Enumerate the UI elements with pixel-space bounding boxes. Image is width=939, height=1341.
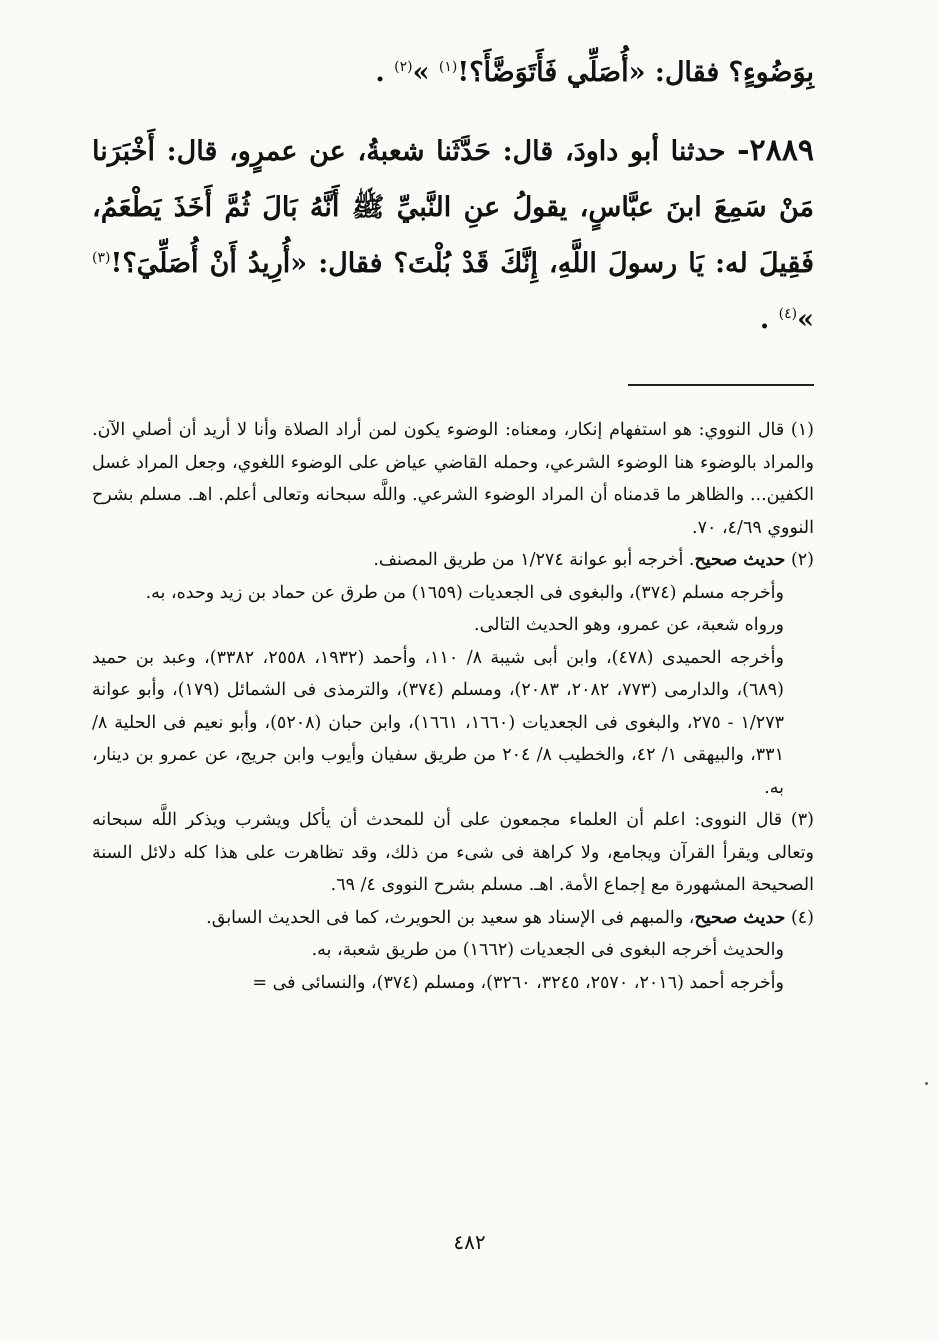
quote-close: » [412,57,430,88]
footnote-ref-4[interactable]: (٤) [778,306,798,322]
footnote-4-para-2: والحديث أخرجه البغوى فى الجعديات (١٦٦٢) من طريق شعبة، به. [311,940,784,960]
line-end: . [375,57,385,88]
footnote-2 [92,544,814,577]
footnote-4-number: (٤) [790,907,814,928]
continuation-text: بِوَضُوءٍ؟ فقال: «أُصَلِّي فَأَتَوَضَّأَ؟! [457,57,814,88]
footnote-3: (٣) قال النووى: اعلم أن العلماء مجمعون على أن للمحدث أن يأكل ويشرب ويذكر اللَّه سبحانه وتعالى ويقرأ القرآن ويجامع، ولا كراهة فى شىء من ذلك، وقد تظاهرت على هذا كله دلائل السنة الصحيحة المشهورة مع إجماع الأمة. اهـ. مسلم بشرح النووى ٤/ ٦٩. [92,810,814,895]
footnote-2-number: (٢) [790,550,814,570]
hadith-number: ٢٨٨٩- [737,133,814,168]
grade-label: حديث صحيح [694,907,786,928]
hadith-paragraph [92,123,814,348]
footnote-4 [92,902,814,935]
main-text [92,45,814,348]
footnote-2-para-4: وأخرجه الحميدى (٤٧٨)، وابن أبى شيبة ٨/ ١١٠، وأحمد (١٩٣٢، ٢٥٥٨، ٣٣٨٢)، وعبد بن حميد (٦٨٩)، والدارمى (٧٧٣، ٢٠٨٢، ٢٠٨٣)، ومسلم (٣٧٤)، والترمذى فى الشمائل (١٧٩)، وأبو عوانة ١/٢٧٣ - ٢٧٥، والبغوى فى الجعديات (١٦٦٠، ١٦٦١)، وابن حبان (٥٢٠٨)، وأبو نعيم فى الحلية ٨/ ٣٣١، والبيهقى ١/ ٤٢، والخطيب ٨/ ٢٠٤ من طريق سفيان وأيوب وابن جريج، عن عمرو بن دينار، به. [92,647,784,798]
footnote-1: (١) قال النووي: هو استفهام إنكار، ومعناه: الوضوء يكون لمن أراد الصلاة وأنا لا أريد أن أصلي الآن. والمراد بالوضوء هنا الوضوء الشرعي، وحمله القاضي عياض على الوضوء اللغوي، وجعل المراد غسل الكفين... والظاهر ما قدمناه أن المراد الوضوء الشرعي. واللَّه سبحانه وتعالى أعلم. اهـ. مسلم بشرح النووي ٤/٦٩، ٧٠. [92,420,814,538]
hadith-body: حدثنا أبو داودَ، قال: حَدَّثَنا شعبةُ، عن عمرٍو، قال: أَخْبَرَنا مَنْ سَمِعَ ابنَ عبَّاسٍ، يقولُ عنِ النَّبيِّ ﷺ أَنَّهُ بَالَ ثُمَّ أَخَذَ يَطْعَمُ، فَقِيلَ له: يَا رسولَ اللَّهِ، إِنَّكَ قَدْ بُلْتَ؟ فقال: «أُرِيدُ أَنْ أُصَلِّيَ؟! [92,136,814,279]
footnote-ref-2[interactable]: (٢) [394,59,413,75]
footnote-2-text: . أخرجه أبو عوانة ١/٢٧٤ من طريق المصنف. [373,550,695,570]
continuation-line [92,45,814,101]
footnote-4-text: ، والمبهم فى الإسناد هو سعيد بن الحويرث، كما فى الحديث السابق. [206,907,695,928]
quote-close: » [797,304,814,335]
footnote-ref-3[interactable]: (٣) [92,250,111,266]
footnote-2-para-3: ورواه شعبة، عن عمرو، وهو الحديث التالى. [474,615,784,635]
footnote-4-para-3: وأخرجه أحمد (٢٠١٦، ٢٥٧٠، ٣٢٤٥، ٣٢٦٠)، ومسلم (٣٧٤)، والنسائى فى = [252,972,784,993]
page-number: ٤٨٢ [453,1230,486,1254]
grade-label: حديث صحيح [694,550,786,570]
footnote-separator [628,384,814,386]
footnote-ref-1[interactable]: (١) [438,59,458,75]
footnotes [92,414,814,999]
line-end: . [759,304,770,335]
scan-speck [925,1082,928,1085]
footnote-2-para-2: وأخرجه مسلم (٣٧٤)، والبغوى فى الجعديات (١٦٥٩) من طرق عن حماد بن زيد وحده، به. [145,582,784,603]
